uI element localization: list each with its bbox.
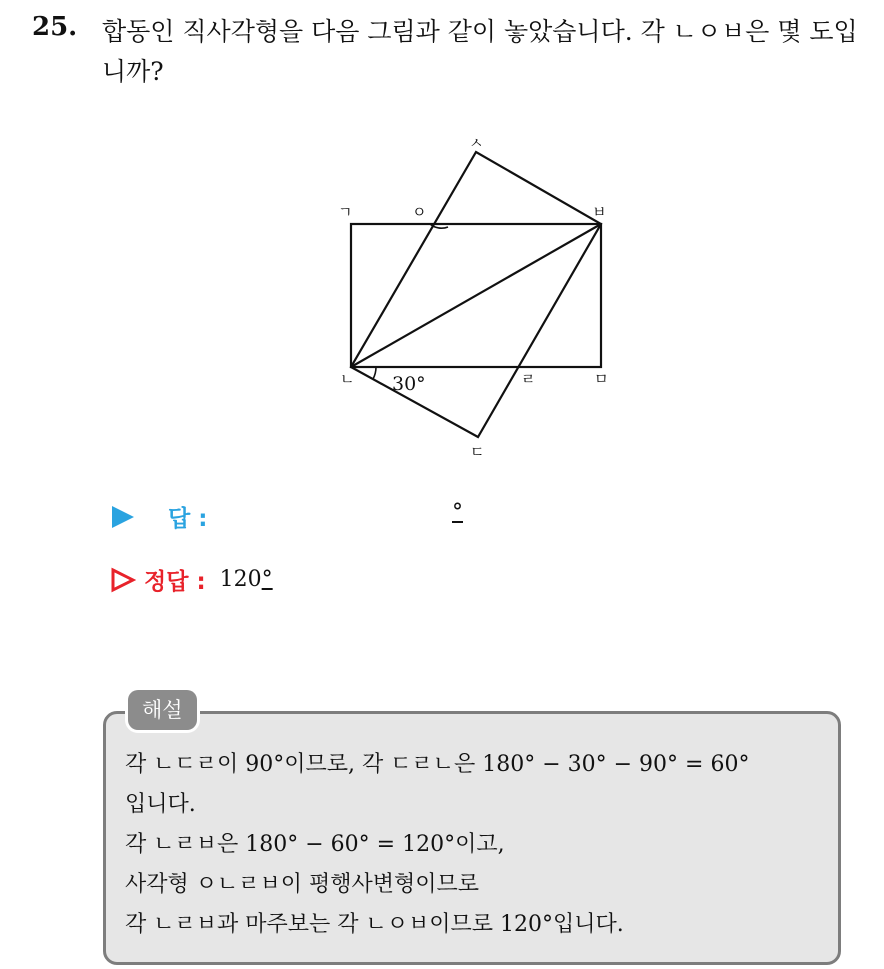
answer-blank-unit: ° [452,500,463,525]
answer-row [110,500,207,533]
correct-answer-row [110,563,273,596]
rectangles-diagram [330,132,630,457]
angle-label-30: 30° [392,373,426,395]
correct-answer-label: 정답 : [144,569,206,595]
angle-mark-nieun [373,367,376,379]
correct-answer-number: 120 [219,567,262,592]
answer-label: 답 : [168,506,208,532]
filled-triangle-icon [110,504,136,530]
correct-answer-value [220,567,273,592]
explanation-line: 각 ㄴㄹㅂ과 마주보는 각 ㄴㅇㅂ이므로 120°입니다. [125,912,624,937]
answer-blank[interactable] [452,500,463,525]
geometry-figure [330,132,630,457]
label-giyeok: ㄱ [338,203,353,221]
explanation-line: 사각형 ㅇㄴㄹㅂ이 평행사변형이므로 [125,872,480,897]
outline-triangle-icon [110,567,136,593]
explanation-text [125,745,830,945]
label-digeut: ㄷ [470,443,485,457]
explanation-tag: 해설 [128,690,197,730]
segment-nieun-bieup [351,224,601,367]
explanation-line: 각 ㄴㄹㅂ은 180° − 60° = 120°이고, [125,832,505,857]
label-siot: ㅅ [469,134,484,152]
label-rieul: ㄹ [521,370,536,388]
label-nieun: ㄴ [340,370,355,388]
label-bieup: ㅂ [592,203,607,221]
label-mieum: ㅁ [594,370,609,388]
question-number: 25. [32,12,78,42]
correct-answer-unit: ° [261,567,273,592]
explanation-line: 각 ㄴㄷㄹ이 90°이므로, 각 ㄷㄹㄴ은 180° − 30° − 90° = 60° [125,752,750,777]
question-text: 합동인 직사각형을 다음 그림과 같이 놓았습니다. 각 ㄴㅇㅂ은 몇 도입니까? [102,17,858,86]
label-ieung: ㅇ [412,203,427,221]
explanation-line: 입니다. [125,792,196,817]
